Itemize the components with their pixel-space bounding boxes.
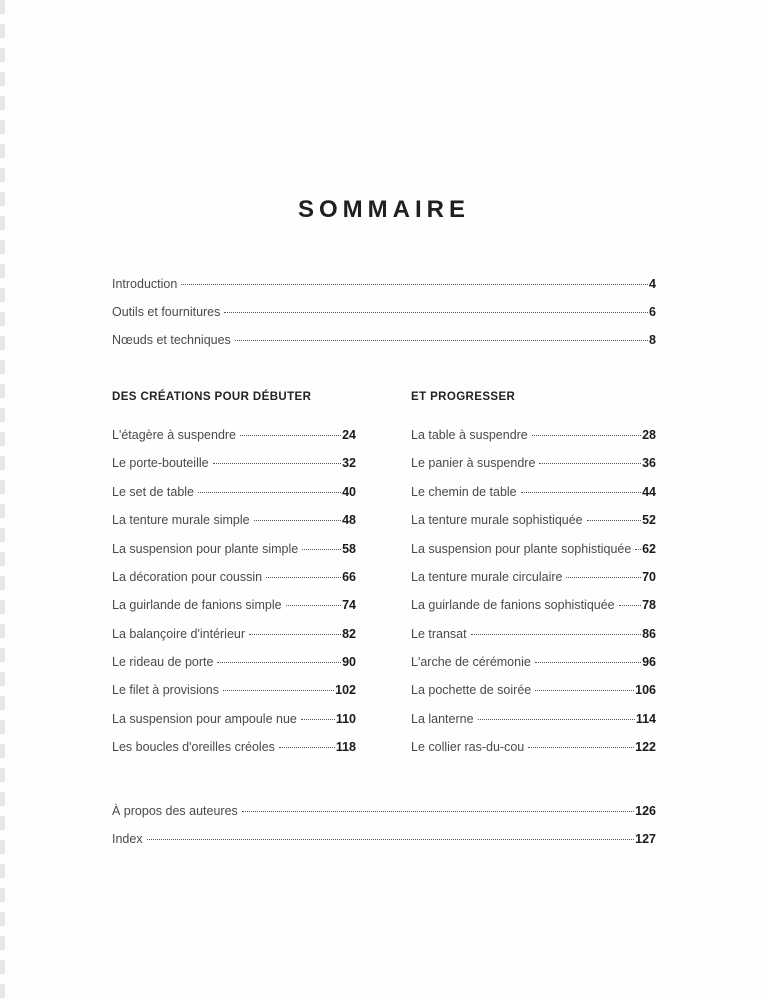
toc-entry-right[interactable]	[411, 654, 656, 670]
toc-leader-dots	[539, 462, 641, 464]
toc-entry-page: 118	[335, 740, 356, 754]
toc-entry-right[interactable]	[411, 569, 656, 585]
toc-entry-index[interactable]	[112, 831, 656, 847]
toc-entry-page: 126	[635, 804, 656, 818]
toc-leader-dots	[235, 339, 648, 341]
toc-entry-label: La décoration pour coussin	[112, 570, 263, 584]
toc-entry-right[interactable]	[411, 682, 656, 698]
toc-entry-page: 102	[335, 683, 356, 697]
toc-entry-page: 32	[342, 456, 356, 470]
toc-entry-right[interactable]	[411, 739, 656, 755]
toc-entry-right[interactable]	[411, 512, 656, 528]
toc-entry-right[interactable]	[411, 541, 656, 557]
toc-entry-right[interactable]	[411, 484, 656, 500]
toc-leader-dots	[566, 576, 641, 578]
toc-leader-dots	[532, 434, 641, 436]
toc-leader-dots	[279, 746, 335, 748]
toc-entry-page: 48	[342, 513, 356, 527]
toc-entry-page: 52	[642, 513, 656, 527]
toc-entry-left[interactable]	[112, 512, 356, 528]
toc-entry-page: 4	[649, 277, 656, 291]
toc-entry-page: 122	[635, 740, 656, 754]
toc-leader-dots	[223, 689, 334, 691]
toc-entry-left[interactable]	[112, 484, 356, 500]
toc-entry-page: 28	[642, 428, 656, 442]
toc-entry-outils[interactable]	[112, 304, 656, 320]
toc-leader-dots	[266, 576, 341, 578]
toc-entry-label: La balançoire d'intérieur	[112, 627, 246, 641]
toc-entry-left[interactable]	[112, 739, 356, 755]
toc-entry-label: Le panier à suspendre	[411, 456, 536, 470]
toc-entry-label: La tenture murale circulaire	[411, 570, 563, 584]
toc-entry-label: Le filet à provisions	[112, 683, 220, 697]
toc-entry-page: 66	[342, 570, 356, 584]
toc-entry-label: La lanterne	[411, 712, 474, 726]
toc-entry-left[interactable]	[112, 597, 356, 613]
toc-entry-label: Nœuds et techniques	[112, 333, 231, 347]
toc-leader-dots	[254, 519, 342, 521]
toc-entry-label: Le set de table	[112, 485, 195, 499]
toc-entry-left[interactable]	[112, 654, 356, 670]
toc-entry-page: 40	[342, 485, 356, 499]
toc-entry-label: Le chemin de table	[411, 485, 517, 499]
page-title: SOMMAIRE	[298, 196, 470, 223]
toc-entry-label: La guirlande de fanions sophistiquée	[411, 598, 615, 612]
toc-entry-label: Le porte-bouteille	[112, 456, 209, 470]
toc-entry-label: La guirlande de fanions simple	[112, 598, 282, 612]
toc-entry-label: Le transat	[411, 627, 467, 641]
toc-entry-auteures[interactable]	[112, 803, 656, 819]
toc-entry-left[interactable]	[112, 711, 356, 727]
toc-entry-page: 110	[335, 712, 356, 726]
toc-entry-label: Le rideau de porte	[112, 655, 214, 669]
toc-entry-label: L'arche de cérémonie	[411, 655, 531, 669]
toc-entry-page: 58	[342, 542, 356, 556]
toc-entry-page: 82	[342, 627, 356, 641]
toc-entry-right[interactable]	[411, 455, 656, 471]
toc-entry-left[interactable]	[112, 626, 356, 642]
toc-entry-left[interactable]	[112, 455, 356, 471]
toc-entry-left[interactable]	[112, 427, 356, 443]
toc-leader-dots	[286, 604, 342, 606]
toc-entry-noeuds[interactable]	[112, 332, 656, 348]
toc-entry-label: La suspension pour plante simple	[112, 542, 299, 556]
section-heading-debuter: DES CRÉATIONS POUR DÉBUTER	[112, 391, 312, 403]
toc-leader-dots	[181, 283, 648, 285]
toc-leader-dots	[535, 661, 641, 663]
section-heading-progresser: ET PROGRESSER	[411, 391, 516, 403]
toc-entry-label: Outils et fournitures	[112, 305, 221, 319]
toc-entry-page: 96	[642, 655, 656, 669]
toc-entry-page: 62	[642, 542, 656, 556]
toc-entry-page: 86	[642, 627, 656, 641]
toc-leader-dots	[213, 462, 341, 464]
toc-entry-introduction[interactable]	[112, 276, 656, 292]
toc-leader-dots	[528, 746, 634, 748]
toc-entry-page: 70	[642, 570, 656, 584]
toc-leader-dots	[535, 689, 634, 691]
toc-leader-dots	[635, 548, 641, 550]
toc-entry-left[interactable]	[112, 541, 356, 557]
toc-leader-dots	[478, 718, 635, 720]
toc-entry-page: 24	[342, 428, 356, 442]
toc-entry-page: 8	[649, 333, 656, 347]
toc-entry-page: 6	[649, 305, 656, 319]
toc-leader-dots	[198, 491, 341, 493]
toc-entry-right[interactable]	[411, 711, 656, 727]
toc-entry-page: 114	[635, 712, 656, 726]
toc-entry-page: 44	[642, 485, 656, 499]
toc-leader-dots	[242, 810, 634, 812]
toc-leader-dots	[147, 838, 635, 840]
toc-entry-page: 106	[635, 683, 656, 697]
toc-entry-label: Index	[112, 832, 143, 846]
toc-entry-page: 74	[342, 598, 356, 612]
toc-entry-label: La pochette de soirée	[411, 683, 532, 697]
toc-leader-dots	[249, 633, 341, 635]
toc-entry-page: 78	[642, 598, 656, 612]
toc-entry-label: La tenture murale simple	[112, 513, 250, 527]
toc-entry-label: Le collier ras-du-cou	[411, 740, 525, 754]
toc-entry-right[interactable]	[411, 597, 656, 613]
toc-leader-dots	[301, 718, 335, 720]
toc-entry-label: Introduction	[112, 277, 178, 291]
toc-leader-dots	[619, 604, 641, 606]
toc-entry-label: La tenture murale sophistiquée	[411, 513, 583, 527]
toc-entry-label: Les boucles d'oreilles créoles	[112, 740, 275, 754]
toc-leader-dots	[240, 434, 341, 436]
toc-entry-left[interactable]	[112, 682, 356, 698]
toc-leader-dots	[224, 311, 648, 313]
toc-entry-label: À propos des auteures	[112, 804, 238, 818]
toc-entry-right[interactable]	[411, 626, 656, 642]
toc-entry-page: 36	[642, 456, 656, 470]
toc-entry-label: La table à suspendre	[411, 428, 528, 442]
toc-entry-label: La suspension pour ampoule nue	[112, 712, 297, 726]
toc-leader-dots	[471, 633, 642, 635]
toc-leader-dots	[521, 491, 641, 493]
toc-entry-page: 90	[342, 655, 356, 669]
toc-entry-right[interactable]	[411, 427, 656, 443]
toc-leader-dots	[587, 519, 641, 521]
page-binding-edge	[0, 0, 5, 1000]
toc-entry-label: L'étagère à suspendre	[112, 428, 237, 442]
toc-entry-label: La suspension pour plante sophistiquée	[411, 542, 632, 556]
toc-entry-left[interactable]	[112, 569, 356, 585]
toc-leader-dots	[217, 661, 341, 663]
toc-entry-page: 127	[635, 832, 656, 846]
toc-leader-dots	[302, 548, 341, 550]
